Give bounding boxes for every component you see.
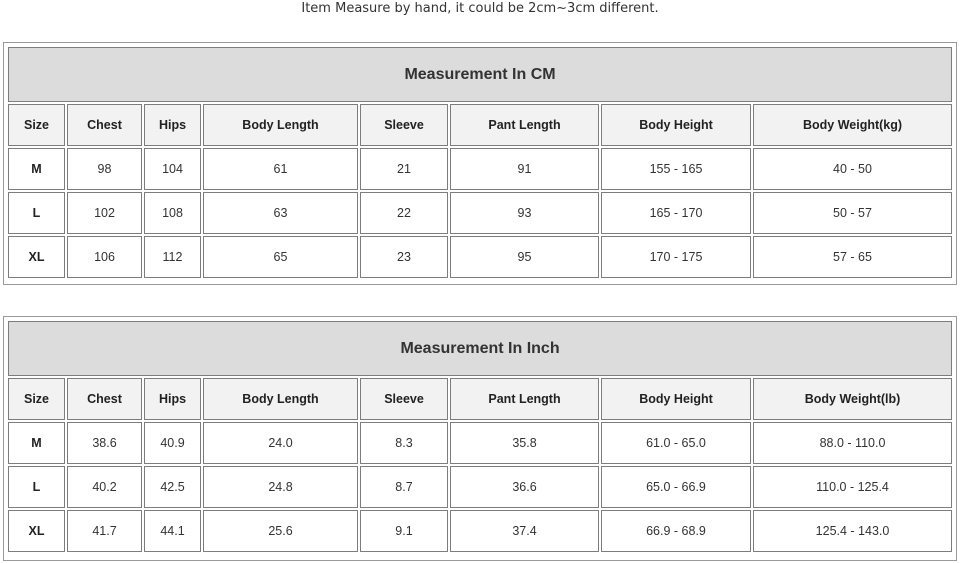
column-header-sleeve: Sleeve (360, 378, 448, 420)
body-height-value: 66.9 - 68.9 (601, 510, 751, 552)
column-header-size: Size (8, 378, 65, 420)
hips-value: 42.5 (144, 466, 201, 508)
table-row (8, 466, 952, 508)
column-header-size: Size (8, 104, 65, 146)
size-label: M (8, 422, 65, 464)
table-row (8, 510, 952, 552)
body-height-value: 155 - 165 (601, 148, 751, 190)
size-label: XL (8, 510, 65, 552)
sleeve-value: 23 (360, 236, 448, 278)
hips-value: 40.9 (144, 422, 201, 464)
column-header-pant-length: Pant Length (450, 378, 599, 420)
body-height-value: 61.0 - 65.0 (601, 422, 751, 464)
body-length-value: 65 (203, 236, 358, 278)
table-title: Measurement In CM (8, 47, 952, 102)
size-label: L (8, 192, 65, 234)
hips-value: 108 (144, 192, 201, 234)
body-length-value: 61 (203, 148, 358, 190)
chest-value: 38.6 (67, 422, 142, 464)
chest-value: 98 (67, 148, 142, 190)
size-label: L (8, 466, 65, 508)
column-header-chest: Chest (67, 378, 142, 420)
pant-length-value: 95 (450, 236, 599, 278)
table-row (8, 236, 952, 278)
sleeve-value: 21 (360, 148, 448, 190)
column-header-body-weight: Body Weight(kg) (753, 104, 952, 146)
chest-value: 106 (67, 236, 142, 278)
pant-length-value: 35.8 (450, 422, 599, 464)
size-table-cm (3, 42, 957, 285)
body-weight-value: 110.0 - 125.4 (753, 466, 952, 508)
hips-value: 112 (144, 236, 201, 278)
body-length-value: 63 (203, 192, 358, 234)
body-length-value: 24.8 (203, 466, 358, 508)
column-header-sleeve: Sleeve (360, 104, 448, 146)
table-row (8, 422, 952, 464)
chest-value: 102 (67, 192, 142, 234)
body-weight-value: 88.0 - 110.0 (753, 422, 952, 464)
column-header-hips: Hips (144, 104, 201, 146)
pant-length-value: 36.6 (450, 466, 599, 508)
size-table-inch (3, 316, 957, 561)
table-title: Measurement In Inch (8, 321, 952, 376)
sleeve-value: 8.7 (360, 466, 448, 508)
sleeve-value: 8.3 (360, 422, 448, 464)
column-header-body-length: Body Length (203, 378, 358, 420)
sleeve-value: 22 (360, 192, 448, 234)
body-height-value: 170 - 175 (601, 236, 751, 278)
pant-length-value: 91 (450, 148, 599, 190)
table-row (8, 192, 952, 234)
column-header-chest: Chest (67, 104, 142, 146)
body-weight-value: 125.4 - 143.0 (753, 510, 952, 552)
body-height-value: 65.0 - 66.9 (601, 466, 751, 508)
hips-value: 44.1 (144, 510, 201, 552)
body-weight-value: 57 - 65 (753, 236, 952, 278)
body-weight-value: 50 - 57 (753, 192, 952, 234)
pant-length-value: 93 (450, 192, 599, 234)
size-label: M (8, 148, 65, 190)
size-label: XL (8, 236, 65, 278)
measurement-note: Item Measure by hand, it could be 2cm~3cm different. (301, 1, 659, 16)
column-header-body-height: Body Height (601, 104, 751, 146)
column-header-body-length: Body Length (203, 104, 358, 146)
column-header-body-weight: Body Weight(lb) (753, 378, 952, 420)
hips-value: 104 (144, 148, 201, 190)
body-length-value: 25.6 (203, 510, 358, 552)
sleeve-value: 9.1 (360, 510, 448, 552)
body-length-value: 24.0 (203, 422, 358, 464)
column-header-body-height: Body Height (601, 378, 751, 420)
pant-length-value: 37.4 (450, 510, 599, 552)
body-height-value: 165 - 170 (601, 192, 751, 234)
chest-value: 41.7 (67, 510, 142, 552)
chest-value: 40.2 (67, 466, 142, 508)
column-header-pant-length: Pant Length (450, 104, 599, 146)
table-row (8, 148, 952, 190)
body-weight-value: 40 - 50 (753, 148, 952, 190)
column-header-hips: Hips (144, 378, 201, 420)
